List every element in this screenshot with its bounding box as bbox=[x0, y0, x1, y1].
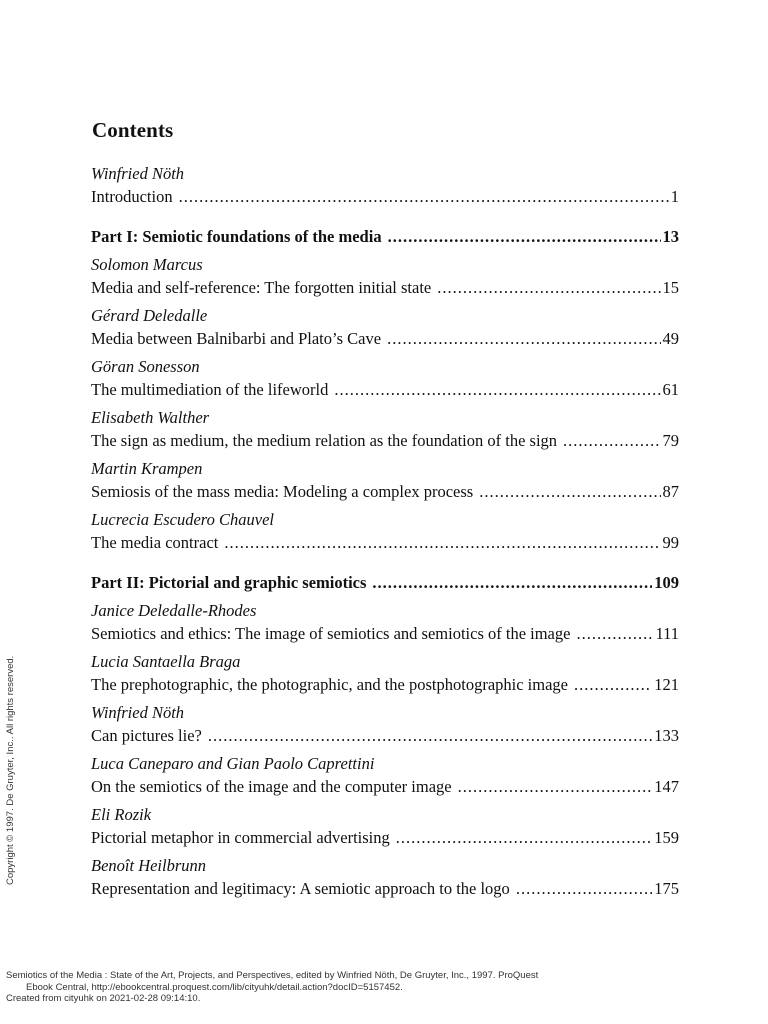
toc-author: Lucrecia Escudero Chauvel bbox=[91, 510, 274, 529]
toc-title: The multimediation of the lifeworld bbox=[91, 380, 329, 399]
toc-row bbox=[91, 622, 679, 646]
toc-entry bbox=[91, 599, 679, 646]
toc-part-title: Part I: Semiotic foundations of the media bbox=[91, 227, 382, 246]
toc-author: Lucia Santaella Braga bbox=[91, 652, 241, 671]
toc-title: Introduction bbox=[91, 187, 173, 206]
toc-row bbox=[91, 480, 679, 504]
toc-page: 133 bbox=[654, 726, 679, 745]
toc-author: Solomon Marcus bbox=[91, 255, 203, 274]
toc-entry bbox=[91, 355, 679, 402]
toc-entry bbox=[91, 854, 679, 901]
toc-row bbox=[91, 327, 679, 351]
toc-title: Semiosis of the mass media: Modeling a complex process bbox=[91, 482, 474, 501]
toc-title: Representation and legitimacy: A semiotic approach to the logo bbox=[91, 879, 510, 898]
toc-page: 49 bbox=[662, 329, 679, 348]
toc-leader-dots bbox=[576, 622, 653, 646]
toc-leader-dots bbox=[458, 775, 653, 799]
toc-entry bbox=[91, 803, 679, 850]
toc-title: On the semiotics of the image and the computer image bbox=[91, 777, 452, 796]
toc-row bbox=[91, 378, 679, 402]
toc-page: 111 bbox=[655, 624, 679, 643]
toc-leader-dots bbox=[224, 531, 660, 555]
toc-author: Eli Rozik bbox=[91, 805, 152, 824]
toc-leader-dots bbox=[334, 378, 660, 402]
toc-author: Janice Deledalle-Rhodes bbox=[91, 601, 257, 620]
toc-title: The sign as medium, the medium relation as the foundation of the sign bbox=[91, 431, 558, 450]
toc-entry bbox=[91, 457, 679, 504]
toc-author: Martin Krampen bbox=[91, 459, 203, 478]
toc-page: 87 bbox=[662, 482, 679, 501]
toc-author: Benoît Heilbrunn bbox=[91, 856, 207, 875]
toc-page: 79 bbox=[662, 431, 679, 450]
toc-entry bbox=[91, 752, 679, 799]
toc-page: 15 bbox=[662, 278, 679, 297]
toc-author: Winfried Nöth bbox=[91, 164, 185, 183]
toc-row bbox=[91, 673, 679, 697]
toc-title: Can pictures lie? bbox=[91, 726, 202, 745]
toc-row bbox=[91, 225, 679, 249]
toc-entry bbox=[91, 406, 679, 453]
toc-row bbox=[91, 185, 679, 209]
toc-page: 159 bbox=[654, 828, 679, 847]
toc-part-title: Part II: Pictorial and graphic semiotics bbox=[91, 573, 367, 592]
toc-title: Semiotics and ethics: The image of semiotics and semiotics of the image bbox=[91, 624, 571, 643]
toc-leader-dots bbox=[396, 826, 653, 850]
toc-page: 61 bbox=[662, 380, 679, 399]
toc-row bbox=[91, 826, 679, 850]
page-title: Contents bbox=[92, 118, 174, 142]
footer-citation-line: Semiotics of the Media : State of the Art, Projects, and Perspectives, edited by Winfried Nöth, De Gruyter, Inc., 1997. ProQuest bbox=[6, 970, 539, 981]
toc-row bbox=[91, 276, 679, 300]
toc-author: Elisabeth Walther bbox=[91, 408, 210, 427]
toc-leader-dots bbox=[179, 185, 669, 209]
toc-row bbox=[91, 877, 679, 901]
toc-leader-dots bbox=[516, 877, 652, 901]
toc-page: 13 bbox=[662, 227, 679, 246]
toc-leader-dots bbox=[387, 327, 660, 351]
page-footer bbox=[6, 970, 762, 1005]
footer-url-line: Ebook Central, http://ebookcentral.proquest.com/lib/cityuhk/detail.action?docID=5157452. bbox=[26, 981, 403, 993]
toc-leader-dots bbox=[574, 673, 652, 697]
toc-page: 1 bbox=[670, 187, 679, 206]
toc-entry bbox=[91, 162, 679, 209]
toc-title: Media between Balnibarbi and Plato’s Cave bbox=[91, 329, 382, 348]
toc-page: 175 bbox=[654, 879, 679, 898]
toc-row bbox=[91, 775, 679, 799]
table-of-contents bbox=[91, 162, 679, 905]
toc-title: Media and self-reference: The forgotten initial state bbox=[91, 278, 432, 297]
copyright-notice: Copyright © 1997. De Gruyter, Inc.. All rights reserved. bbox=[5, 655, 16, 885]
toc-page: 99 bbox=[662, 533, 679, 552]
toc-entry bbox=[91, 508, 679, 555]
toc-page: 147 bbox=[654, 777, 679, 796]
toc-title: Pictorial metaphor in commercial advertising bbox=[91, 828, 390, 847]
toc-leader-dots bbox=[437, 276, 660, 300]
toc-author: Gérard Deledalle bbox=[91, 306, 208, 325]
toc-row bbox=[91, 531, 679, 555]
toc-row bbox=[91, 429, 679, 453]
toc-leader-dots bbox=[479, 480, 660, 504]
toc-author: Luca Caneparo and Gian Paolo Caprettini bbox=[91, 754, 375, 773]
toc-leader-dots bbox=[208, 724, 652, 748]
toc-entry bbox=[91, 650, 679, 697]
toc-row bbox=[91, 724, 679, 748]
toc-entry bbox=[91, 304, 679, 351]
toc-leader-dots bbox=[372, 571, 652, 595]
toc-row bbox=[91, 571, 679, 595]
toc-title: The media contract bbox=[91, 533, 219, 552]
toc-author: Göran Sonesson bbox=[91, 357, 200, 376]
toc-page: 121 bbox=[654, 675, 679, 694]
toc-part-heading bbox=[91, 571, 679, 595]
toc-leader-dots bbox=[388, 225, 661, 249]
toc-leader-dots bbox=[563, 429, 660, 453]
toc-title: The prephotographic, the photographic, and the postphotographic image bbox=[91, 675, 568, 694]
toc-entry bbox=[91, 701, 679, 748]
toc-part-heading bbox=[91, 225, 679, 249]
toc-page: 109 bbox=[654, 573, 679, 592]
toc-entry bbox=[91, 253, 679, 300]
toc-author: Winfried Nöth bbox=[91, 703, 185, 722]
footer-created-line: Created from cityuhk on 2021-02-28 09:14:10. bbox=[6, 993, 201, 1004]
